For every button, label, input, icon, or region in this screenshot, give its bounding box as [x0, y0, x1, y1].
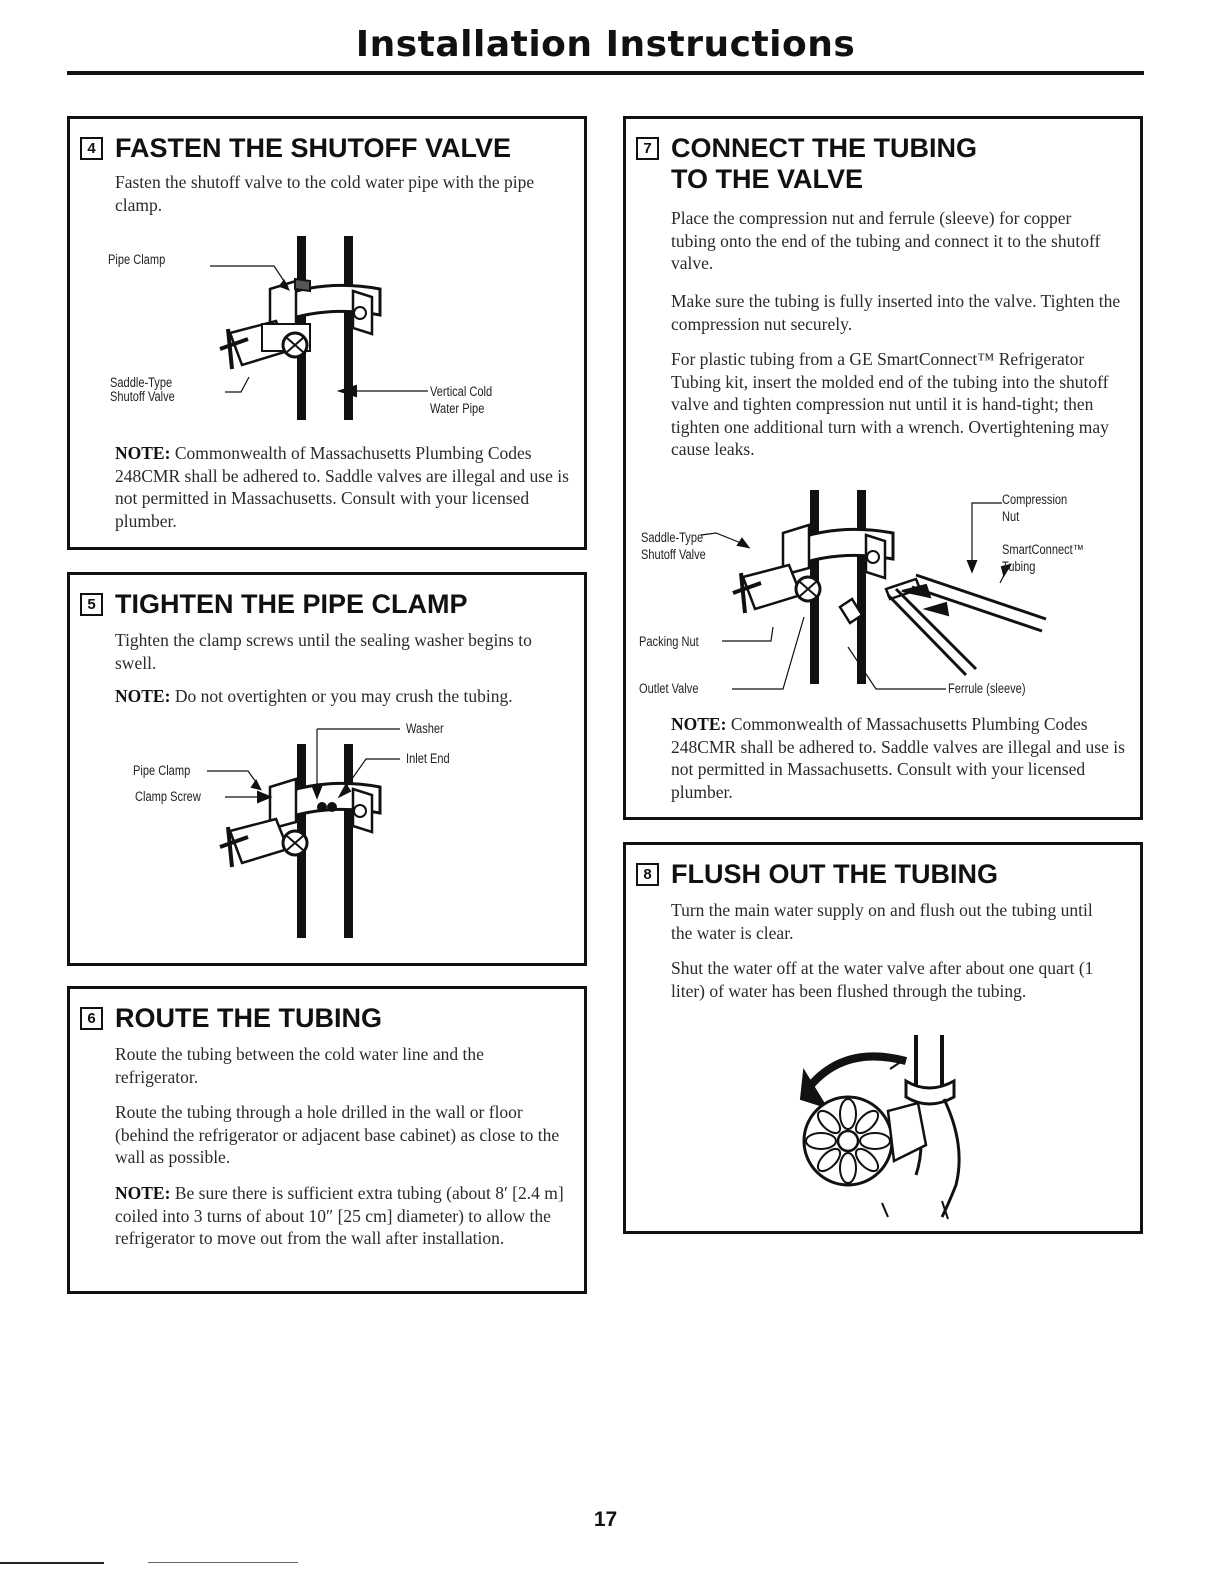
- label-nut: Nut: [1002, 509, 1020, 524]
- step-6-title: ROUTE THE TUBING: [115, 1003, 382, 1033]
- step-6-note-label: NOTE:: [115, 1183, 171, 1203]
- step-8-panel: [623, 842, 1143, 1234]
- step-7-note-label: NOTE:: [671, 714, 727, 734]
- step-7-note: [671, 713, 1131, 803]
- step-4-note-label: NOTE:: [115, 443, 171, 463]
- label-shutoff-valve: Shutoff Valve: [110, 389, 175, 404]
- step-7-title-line2: TO THE VALVE: [671, 164, 864, 194]
- step-4-title: FASTEN THE SHUTOFF VALVE: [115, 133, 512, 163]
- label-inlet-end: Inlet End: [406, 751, 450, 766]
- label-compression: Compression: [1002, 492, 1068, 507]
- label-vertical-cold: Vertical Cold: [430, 384, 493, 399]
- step-8-number: 8: [636, 863, 659, 886]
- step-6-note-text: Be sure there is sufficient extra tubing (about 8′ [2.4 m] coiled into 3 turns of about 10″ [25 cm] diameter) to allow the refrigerator to move out from the wall after installation.: [115, 1183, 564, 1248]
- label-outlet-valve: Outlet Valve: [639, 681, 699, 696]
- shutoff-valve-illustration: [70, 119, 584, 419]
- step-4-panel: [67, 116, 587, 550]
- step-5-note-text: Do not overtighten or you may crush the tubing.: [170, 686, 513, 706]
- step-5-text: Tighten the clamp screws until the sealing washer begins to swell.: [115, 630, 532, 673]
- step-7-panel: [623, 116, 1143, 820]
- label-washer: Washer: [406, 721, 444, 736]
- step-5-title: TIGHTEN THE PIPE CLAMP: [115, 589, 468, 619]
- label-pipe-clamp: Pipe Clamp: [108, 252, 166, 267]
- step-6-p1: Route the tubing between the cold water line and the refrigerator.: [115, 1044, 484, 1087]
- step-5-number: 5: [80, 593, 103, 616]
- step-6-panel: [67, 986, 587, 1294]
- label-water-pipe: Water Pipe: [430, 401, 485, 416]
- step-7-p1: Place the compression nut and ferrule (sleeve) for copper tubing onto the end of the tubing and connect it to the shutoff valve.: [671, 208, 1101, 273]
- label-tubing: Tubing: [1002, 559, 1036, 574]
- step-8-p2: Shut the water off at the water valve after about one quart (1 liter) of water has been flushed through the tubing.: [671, 958, 1094, 1001]
- label-saddle-type-7: Saddle-Type: [641, 530, 704, 545]
- step-7-p2: Make sure the tubing is fully inserted into the valve. Tighten the compression nut securely.: [671, 291, 1121, 334]
- label-ferrule: Ferrule (sleeve): [948, 681, 1026, 696]
- step-6-number: 6: [80, 1007, 103, 1030]
- page-number: 17: [593, 1508, 618, 1531]
- label-packing-nut: Packing Nut: [639, 634, 699, 649]
- step-6-note: [115, 1182, 570, 1250]
- step-5-panel: [67, 572, 587, 966]
- label-smartconnect: SmartConnect™: [1002, 542, 1084, 557]
- step-6-heading: [80, 1003, 382, 1034]
- label-pipe-clamp-5: Pipe Clamp: [133, 763, 191, 778]
- step-6-p2: Route the tubing through a hole drilled in the wall or floor (behind the refrigerator or adjacent base cabinet) as close to the wall as possible.: [115, 1102, 560, 1167]
- title-rule: [67, 71, 1144, 75]
- step-7-number: 7: [636, 137, 659, 160]
- step-7-title-line1: CONNECT THE TUBING: [671, 133, 977, 163]
- step-4-note-text: Commonwealth of Massachusetts Plumbing Codes 248CMR shall be adhered to. Saddle valves are illegal and use is not permitted in Massachusetts. Consult with your licensed plumber.: [115, 443, 569, 531]
- step-8-p1: Turn the main water supply on and flush out the tubing until the water is clear.: [671, 900, 1093, 943]
- label-shutoff-valve-7: Shutoff Valve: [641, 547, 706, 562]
- step-4-note: [115, 442, 580, 532]
- footer-rule-right: [148, 1562, 298, 1563]
- page-title: Installation Instructions: [355, 24, 856, 65]
- step-4-text: Fasten the shutoff valve to the cold water pipe with the pipe clamp.: [115, 172, 535, 215]
- step-7-note-text: Commonwealth of Massachusetts Plumbing Codes 248CMR shall be adhered to. Saddle valves are illegal and use is not permitted in Massachusetts. Consult with your licensed plumber.: [671, 714, 1125, 802]
- step-4-number: 4: [80, 137, 103, 160]
- step-5-note-label: NOTE:: [115, 686, 171, 706]
- footer-rule-left: [0, 1562, 104, 1564]
- step-8-title: FLUSH OUT THE TUBING: [671, 859, 998, 889]
- label-saddle-type: Saddle-Type: [110, 375, 173, 390]
- tubing-connection-illustration: [626, 119, 1140, 719]
- step-7-p3: For plastic tubing from a GE SmartConnect™ Refrigerator Tubing kit, insert the molded end of the tubing into the shutoff valve and tighten compression nut until it is hand-tight; then tighten one additional turn with a wrench. Overtightening may cause leaks.: [671, 349, 1109, 459]
- label-clamp-screw: Clamp Screw: [135, 789, 201, 804]
- water-valve-illustration: [626, 845, 1140, 1231]
